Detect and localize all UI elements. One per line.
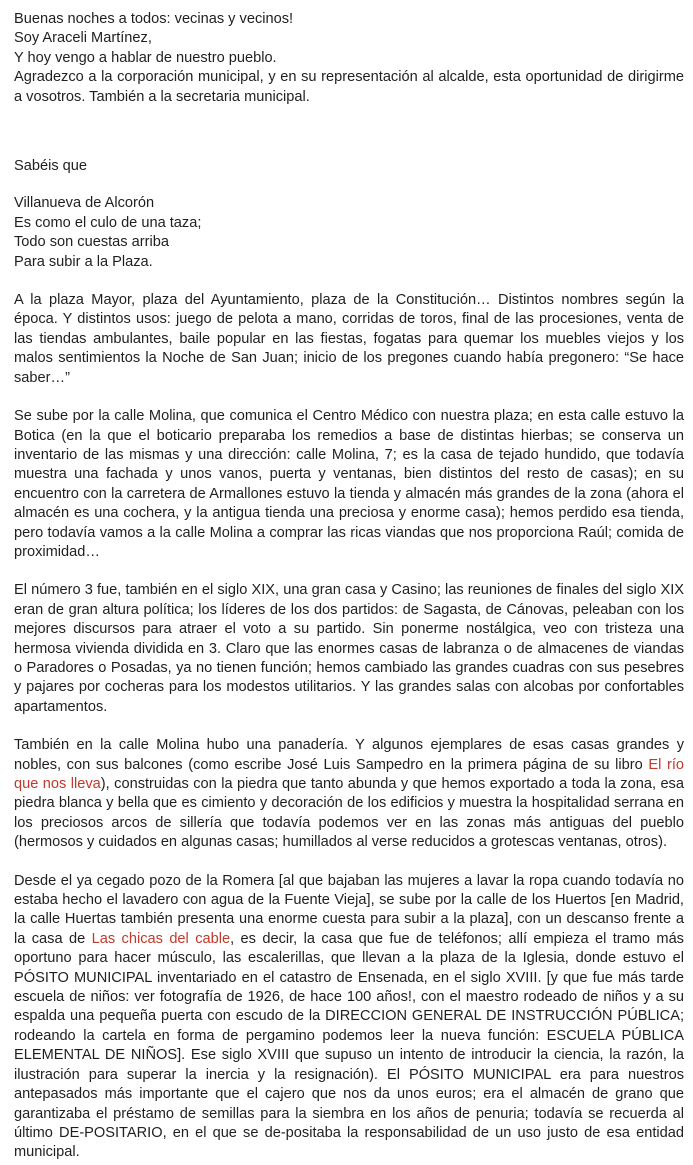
paragraph-romera [14,872,684,1163]
greeting-line-3: Y hoy vengo a hablar de nuestro pueblo. [14,49,277,66]
verse-line: Todo son cuestas arriba [14,234,169,251]
paragraph-panaderia [14,736,684,852]
paragraph-panaderia-text: También en la calle Molina hubo una panadería. Y algunos ejemplares de esas casas grandes y nobles, con sus balcones (como escribe José Luis Sampedro en la primera página de su libro [14,737,684,773]
verse-block [14,194,684,272]
paragraph-casino: El número 3 fue, también en el siglo XIX, una gran casa y Casino; las reuniones de finales del siglo XIX eran de gran altura política; los líderes de los dos partidos: de Sagasta, de Cánovas, peleaban con los mejores discursos para atraer el voto a su partido. Sin ponerme nostálgica, veo con tristeza una hermosa vivienda dividida en 3. Claro que las enormes casas de labranza o de almacenes de viandas o Paradores o Posadas, ya no tienen función; hemos cambiado las grandes cuadras con sus pesebres y pajares por cocheras para los modestos utilitarios. Y las grandes salas con alcobas por confortables apartamentos. [14,582,684,715]
greeting-line-1: Buenas noches a todos: vecinas y vecinos! [14,11,294,27]
paragraph-romera-text: Desde el ya cegado pozo de la Romera [al que bajaban las mujeres a lavar la ropa cuando todavía no estaba hecho el lavadero con agua de la Fuente Vieja], se sube por la calle de los Huertos [en Madrid, la calle Huertas también presenta una enorme cuesta para subir a la plaza], con un descanso frente a la casa de [14,872,684,947]
greeting-paragraph: Agradezco a la corporación municipal, y en su representación al alcalde, esta oportunidad de dirigirme a vosotros. También a la secretaria municipal. [14,69,684,105]
paragraph-calle-molina: Se sube por la calle Molina, que comunica el Centro Médico con nuestra plaza; en esta calle estuvo la Botica (en la que el boticario preparaba los remedios a base de distintas hierbas; se conserva un inventario de las mismas y una dirección: calle Molina, 7; es la casa de tejado hundido, que todavía muestra una fachada y unos vanos, puerta y ventanas, bien distintos del resto de casas); en su encuentro con la carretera de Armallones estuvo la tienda y almacén más grandes de la zona (ahora el almacén es una cochera, y la antigua tienda una preciosa y enorme casa); hemos perdido esa tienda, pero todavía vamos a la calle Molina a comprar las ricas viandas que nos proporciona Raúl; comida de proximidad… [14,408,684,560]
paragraph-panaderia-text: ), construidas con la piedra que tanto abunda y que hemos exportado a toda la zona, esa piedra blanca y bella que es cimiento y decoración de los edificios y muestra la hospitalidad serrana en los preciosos arcos de sillería que todavía podemos ver en las zonas más antiguas del pueblo (hermosos y cuidados en algunas casas; humillados al verse reducidos a grotescas ventanas, otros). [14,776,684,851]
greeting-line-2: Soy Araceli Martínez, [14,30,152,47]
document-body [14,10,684,1163]
intro-line: Sabéis que [14,158,88,175]
paragraph-romera-text: , es decir, la casa que fue de teléfonos; allí empieza el tramo más oportuno para hacer músculo, las escalerillas, que llevan a la plaza de la Iglesia, donde estuvo el PÓSITO MUNICIPAL inventariado en el catastro de Ensenada, en el siglo XVIII. [y que fue más tarde escuela de niños: ver fotografía de 1926, de hace 100 años!, con el maestro rodeado de niños y a su espalda una pequeña puerta con escudo de la DIRECCION GENERAL DE INSTRUCCIÓN PÚBLICA; rodeando la cartela en forma de pergamino podemos leer la nueva función: ESCUELA PÚBLICA ELEMENTAL DE NIÑOS]. Ese siglo XVIII que supuso un intento de introducir la ciencia, la razón, la ilustración para superar la inercia y la resignación). El PÓSITO MUNICIPAL era para nuestros antepasados más importante que el cajero que nos da unos euros; era el almacén de grano que garantizaba el préstamo de semillas para la siembra en los años de penuria; todavía se recuerda al último DE-POSITARIO, en el que se de-positaba la responsabilidad de un uso justo de esa entidad municipal. [14,930,684,1161]
verse-line: Villanueva de Alcorón [14,195,155,212]
series-title-link[interactable]: Las chicas del cable [91,930,231,947]
book-title-link[interactable]: El río que nos lleva [14,756,685,792]
paragraph-plaza: A la plaza Mayor, plaza del Ayuntamiento, plaza de la Constitución… Distintos nombres según la época. Y distintos usos: juego de pelota a mano, corridas de toros, final de las procesiones, venta de las tiendas ambulantes, baile popular en las fiestas, fogatas para quemar los muebles viejos y los malos sentimientos la Noche de San Juan; inicio de los pregones cuando había pregonero: “Se hace saber…” [14,292,684,386]
verse-line: Para subir a la Plaza. [14,253,153,270]
verse-line: Es como el culo de una taza; [14,214,202,231]
